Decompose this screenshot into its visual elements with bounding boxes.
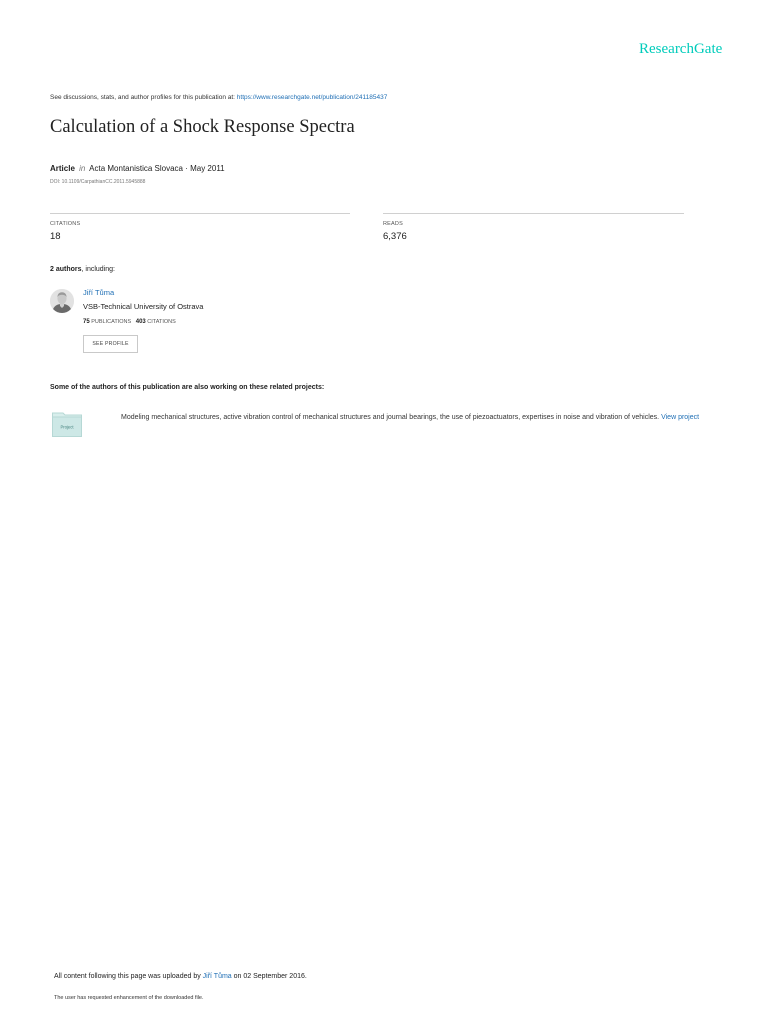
author-citations-label: CITATIONS: [147, 319, 176, 325]
publication-meta: [50, 164, 225, 173]
author-counts: [83, 319, 176, 325]
citations-divider: [50, 213, 350, 214]
in-word: in: [79, 164, 86, 173]
publications-label: PUBLICATIONS: [91, 319, 132, 325]
project-description: [121, 411, 711, 424]
journal-name: Acta Montanistica Slovaca · May 2011: [89, 164, 225, 173]
reads-label: READS: [383, 221, 403, 227]
upload-notice: [54, 973, 307, 980]
authors-heading: [50, 266, 115, 273]
see-profile-button[interactable]: SEE PROFILE: [83, 335, 138, 353]
project-description-text: Modeling mechanical structures, active vibration control of mechanical structures and journal bearings, the use of piezoactuators, expertises in noise and vibration of vehicles.: [121, 414, 660, 421]
view-project-link[interactable]: View project: [661, 414, 700, 421]
publication-url-link[interactable]: https://www.researchgate.net/publication/241185437: [236, 94, 388, 101]
citations-value: 18: [50, 231, 61, 242]
author-institution: VSB-Technical University of Ostrava: [83, 302, 204, 311]
author-name-link[interactable]: Jiří Tůma: [83, 288, 115, 297]
related-projects-heading: Some of the authors of this publication are also working on these related projects:: [50, 384, 325, 391]
publication-type: Article: [50, 164, 75, 173]
upload-suffix: on 02 September 2016.: [231, 973, 307, 980]
discussions-prefix: See discussions, stats, and author profiles for this publication at:: [50, 94, 237, 101]
upload-prefix: All content following this page was uploaded by: [54, 973, 203, 980]
publication-doi: DOI: 10.1109/CarpathianCC.2011.5945888: [50, 179, 146, 185]
project-icon-label: Project: [60, 424, 74, 430]
citations-label: CITATIONS: [50, 221, 81, 227]
researchgate-logo[interactable]: ResearchGate: [639, 41, 723, 57]
authors-count: 2 authors: [50, 266, 82, 273]
author-avatar[interactable]: [50, 289, 74, 313]
avatar-portrait-icon: [50, 289, 74, 313]
enhancement-note: The user has requested enhancement of the downloaded file.: [54, 995, 204, 1001]
authors-suffix: , including:: [81, 266, 115, 273]
reads-divider: [383, 213, 684, 214]
publications-count: 75: [83, 319, 90, 325]
uploader-link[interactable]: Jiří Tůma: [202, 973, 232, 980]
reads-value: 6,376: [383, 231, 407, 242]
discussions-line: [50, 94, 387, 101]
publication-title: Calculation of a Shock Response Spectra: [50, 117, 355, 137]
author-citations-count: 403: [135, 319, 146, 325]
project-folder-icon[interactable]: [52, 410, 82, 437]
